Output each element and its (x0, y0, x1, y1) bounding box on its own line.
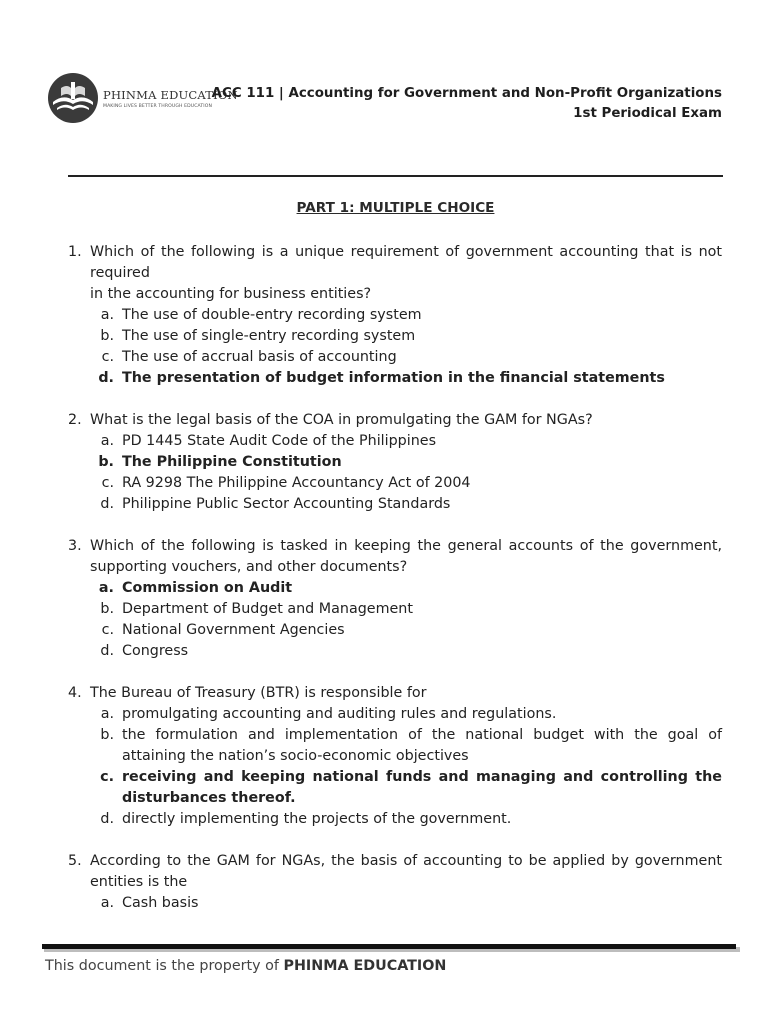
document-header (212, 84, 722, 124)
question-1 (68, 242, 722, 389)
option-d (68, 809, 722, 830)
option-text: receiving and keeping national funds and managing and controlling the disturbances thereof. (122, 769, 722, 806)
option-letter: a. (100, 433, 114, 449)
option-d (68, 494, 722, 515)
option-c (68, 620, 722, 641)
option-text: The use of single-entry recording system (122, 328, 416, 344)
option-letter: a. (98, 580, 114, 596)
option-list (68, 578, 722, 662)
option-b (68, 725, 722, 767)
question-text: What is the legal basis of the COA in promulgating the GAM for NGAs? (90, 412, 593, 428)
option-letter: c. (100, 769, 114, 785)
option-list (68, 431, 722, 515)
option-list (68, 305, 722, 389)
option-letter: c. (101, 349, 114, 365)
option-letter: b. (100, 601, 114, 617)
header-divider (68, 175, 723, 177)
question-number: 5. (68, 853, 82, 869)
question-text: According to the GAM for NGAs, the basis of accounting to be applied by government entities is the (90, 853, 722, 890)
option-text: The use of accrual basis of accounting (122, 349, 397, 365)
phinma-logo-icon (47, 72, 99, 124)
question-2 (68, 410, 722, 515)
question-4 (68, 683, 722, 830)
option-letter: a. (100, 706, 114, 722)
option-letter: c. (101, 475, 114, 491)
question-number: 1. (68, 244, 82, 260)
option-text: Commission on Audit (122, 580, 293, 596)
option-text: PD 1445 State Audit Code of the Philippines (122, 433, 437, 449)
logo (47, 72, 238, 124)
option-b (68, 599, 722, 620)
option-a (68, 431, 722, 452)
question-3 (68, 536, 722, 662)
option-b (68, 326, 722, 347)
question-text: The Bureau of Treasury (BTR) is responsible for (90, 685, 427, 701)
option-letter: d. (100, 496, 114, 512)
option-text: The presentation of budget information in the financial statements (122, 370, 665, 386)
question-text-continued: in the accounting for business entities? (90, 286, 372, 302)
course-title: ACC 111 | Accounting for Government and Non-Profit Organizations (211, 86, 722, 101)
footer-divider (42, 944, 736, 949)
option-text: directly implementing the projects of the government. (122, 811, 512, 827)
question-list (68, 242, 722, 935)
option-b-answer (68, 452, 722, 473)
option-letter: d. (98, 370, 114, 386)
footer (45, 958, 446, 974)
option-letter: d. (100, 643, 114, 659)
question-5 (68, 851, 722, 914)
question-number: 2. (68, 412, 82, 428)
option-text: RA 9298 The Philippine Accountancy Act of 2004 (122, 475, 471, 491)
option-text: the formulation and implementation of the national budget with the goal of attaining the nation’s socio-economic objectives (122, 727, 722, 764)
option-list (68, 704, 722, 830)
logo-name: PHINMA EDUCATION (103, 87, 238, 102)
option-a (68, 305, 722, 326)
exam-title: 1st Periodical Exam (573, 106, 722, 121)
option-letter: b. (100, 328, 114, 344)
footer-owner: PHINMA EDUCATION (283, 958, 447, 974)
option-text: Philippine Public Sector Accounting Standards (122, 496, 451, 512)
option-text: The use of double-entry recording system (122, 307, 422, 323)
option-letter: a. (100, 307, 114, 323)
question-text: Which of the following is tasked in keeping the general accounts of the government, supporting vouchers, and other documents? (90, 538, 722, 575)
option-d (68, 641, 722, 662)
logo-tagline: MAKING LIVES BETTER THROUGH EDUCATION (103, 103, 213, 109)
question-text: Which of the following is a unique requirement of government accounting that is not required (90, 244, 722, 281)
option-c (68, 473, 722, 494)
option-a (68, 704, 722, 725)
option-list (68, 893, 722, 914)
option-c-answer (68, 767, 722, 809)
option-letter: b. (98, 454, 114, 470)
option-text: The Philippine Constitution (122, 454, 342, 470)
option-a (68, 893, 722, 914)
option-text: National Government Agencies (122, 622, 345, 638)
option-text: Congress (122, 643, 189, 659)
option-a-answer (68, 578, 722, 599)
option-c (68, 347, 722, 368)
option-letter: c. (101, 622, 114, 638)
option-text: Department of Budget and Management (122, 601, 413, 617)
footer-text: This document is the property of (45, 958, 284, 974)
question-number: 4. (68, 685, 82, 701)
option-d-answer (68, 368, 722, 389)
option-text: promulgating accounting and auditing rules and regulations. (122, 706, 557, 722)
option-letter: d. (100, 811, 114, 827)
question-number: 3. (68, 538, 82, 554)
option-letter: a. (100, 895, 114, 911)
option-text: Cash basis (122, 895, 199, 911)
part-title: PART 1: MULTIPLE CHOICE (296, 200, 495, 216)
option-letter: b. (100, 727, 114, 743)
